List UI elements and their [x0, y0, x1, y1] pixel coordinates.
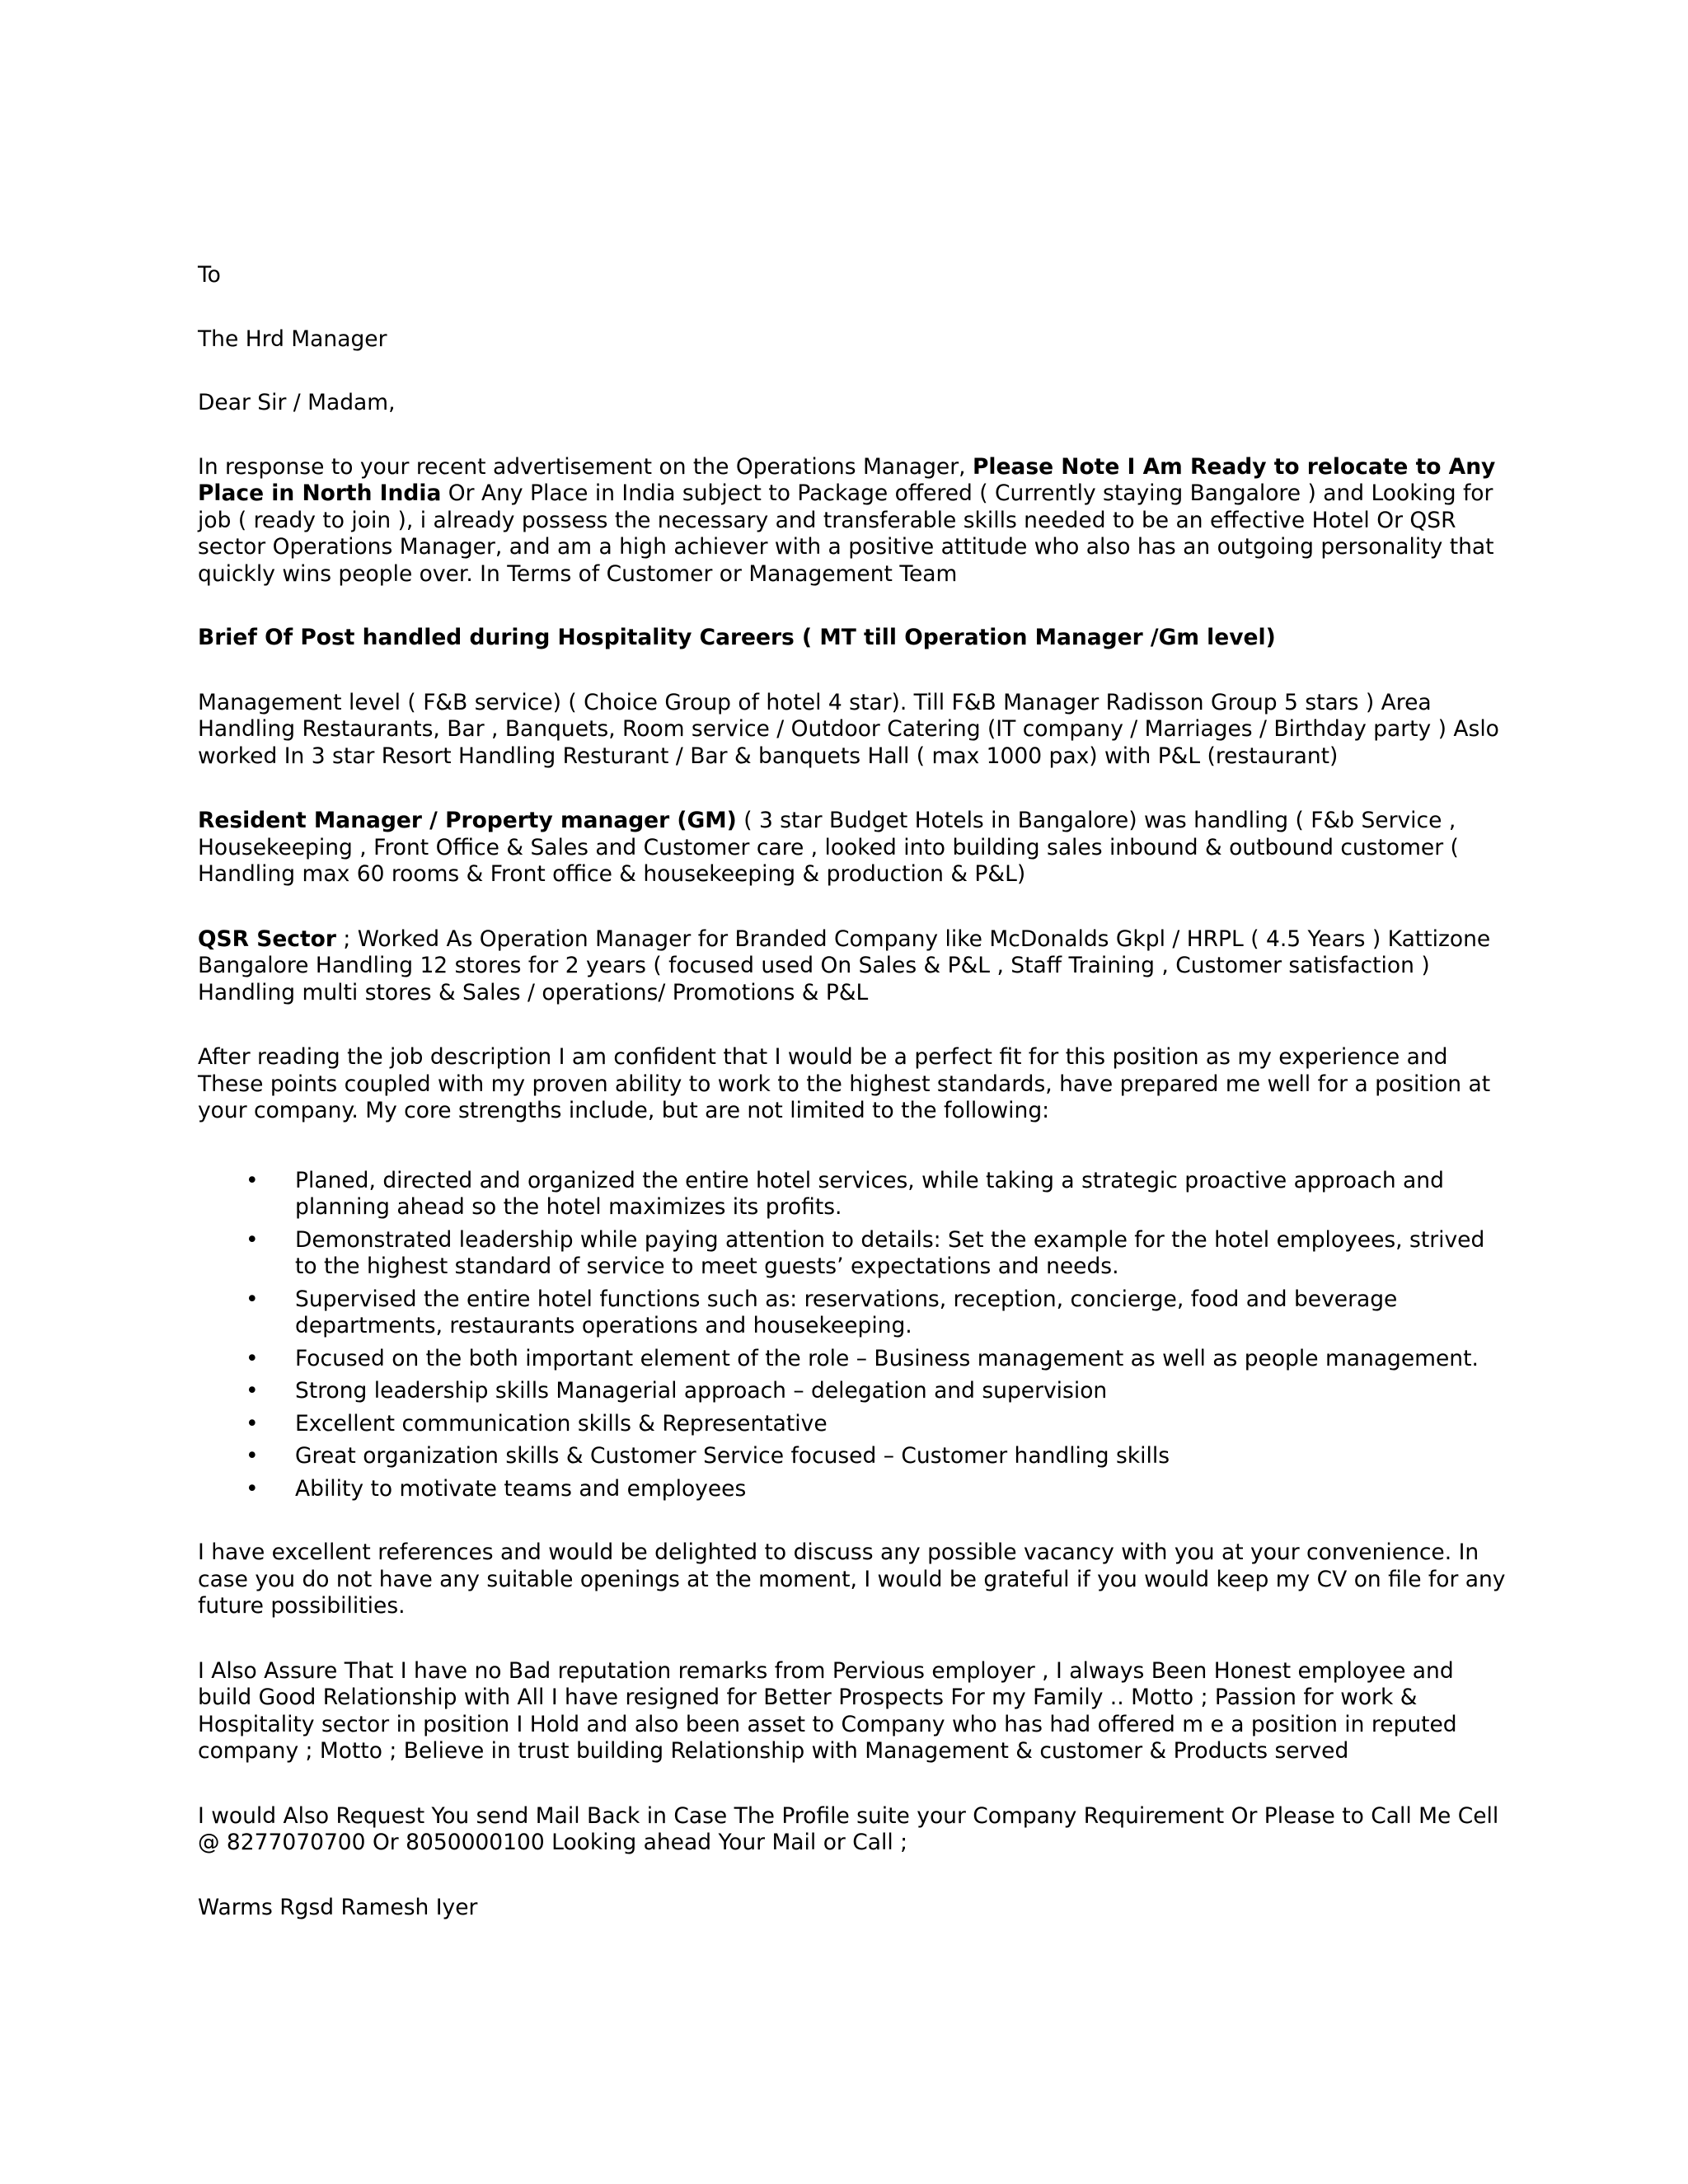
list-item-text: Demonstrated leadership while paying attention to details: Set the example for the hotel employees, strived to the highest standard of service to meet guests’ expectations and needs.	[295, 1226, 1485, 1279]
management-paragraph: Management level ( F&B service) ( Choice Group of hotel 4 star). Till F&B Manager Radisson Group 5 stars ) Area Handling Restaurants, Bar , Banquets, Room service / Outdoor Catering (IT company / Marriages / Birthday party ) Aslo worked In 3 star Resort Handling Resturant / Bar & banquets Hall ( max 1000 pax) with P&L (restaurant)	[198, 689, 1499, 769]
after-reading-paragraph: After reading the job description I am confident that I would be a perfect fit for this position as my experience and These points coupled with my proven ability to work to the highest standards, have prepared me well for a position at your company. My core strengths include, but are not limited to the following:	[198, 1044, 1491, 1123]
list-item-text: Excellent communication skills & Representative	[295, 1410, 828, 1436]
intro-paragraph	[198, 454, 1508, 588]
to-line: To	[198, 262, 221, 288]
list-item	[198, 1286, 1508, 1340]
resident-manager-paragraph	[198, 808, 1508, 888]
intro-text-2: Or Any Place in India subject to Package offered ( Currently staying Bangalore ) and Looking for job ( ready to join ), i already possess the necessary and transferable skills needed to be an effective Hotel Or QSR sector Operations Manager, and am a high achiever with a positive attitude who also has an outgoing personality that quickly wins people over. In Terms of Customer or Management Team	[198, 480, 1494, 587]
cover-letter	[198, 262, 1508, 1921]
intro-relocate-bold: Please Note I Am Ready to relocate to Any Place in North India	[198, 453, 1496, 506]
list-item-text: Supervised the entire hotel functions such as: reservations, reception, concierge, food and beverage departments, restaurants operations and housekeeping.	[295, 1286, 1398, 1338]
list-item-text: Great organization skills & Customer Service focused – Customer handling skills	[295, 1443, 1170, 1469]
bullet-icon: •	[246, 1475, 259, 1502]
strengths-list	[198, 1168, 1508, 1503]
intro-text-1: In response to your recent advertisement on the Operations Manager,	[198, 453, 973, 480]
bullet-icon: •	[246, 1410, 259, 1436]
bullet-icon: •	[246, 1345, 259, 1371]
brief-heading: Brief Of Post handled during Hospitality Careers ( MT till Operation Manager /Gm level)	[198, 625, 1276, 650]
bullet-icon: •	[246, 1378, 259, 1404]
assurance-paragraph: I Also Assure That I have no Bad reputation remarks from Pervious employer , I always Been Honest employee and build Good Relationship with All I have resigned for Better Prospects For my Family .. Motto ; Passion for work & Hospitality sector in position I Hold and also been asset to Company who has had offered m e a position in reputed company ; Motto ; Believe in trust building Relationship with Management & customer & Products served	[198, 1657, 1457, 1764]
signoff: Warms Rgsd Ramesh Iyer	[198, 1894, 478, 1920]
bullet-icon: •	[246, 1226, 259, 1253]
list-item	[198, 1168, 1508, 1221]
recipient: The Hrd Manager	[198, 326, 387, 352]
list-item	[198, 1443, 1508, 1470]
list-item	[198, 1346, 1508, 1373]
list-item-text: Strong leadership skills Managerial approach – delegation and supervision	[295, 1378, 1108, 1404]
qsr-title: QSR Sector	[198, 926, 336, 952]
references-paragraph: I have excellent references and would be delighted to discuss any possible vacancy with you at your convenience. In case you do not have any suitable openings at the moment, I would be grateful if you would keep my CV on file for any future possibilities.	[198, 1540, 1506, 1619]
salutation: Dear Sir / Madam,	[198, 390, 396, 415]
qsr-text: ; Worked As Operation Manager for Branded Company like McDonalds Gkpl / HRPL ( 4.5 Years ) Kattizone Bangalore Handling 12 stores for 2 years ( focused used On Sales & P&L , Staff Training , Customer satisfaction ) Handling multi stores & Sales / operations/ Promotions & P&L	[198, 926, 1491, 1005]
list-item	[198, 1378, 1508, 1405]
qsr-paragraph	[198, 926, 1508, 1007]
resident-manager-text: ( 3 star Budget Hotels in Bangalore) was handling ( F&b Service , Housekeeping , Front Office & Sales and Customer care , looked into building sales inbound & outbound customer ( Handling max 60 rooms & Front office & housekeeping & production & P&L)	[198, 808, 1459, 887]
bullet-icon: •	[246, 1443, 259, 1469]
bullet-icon: •	[246, 1167, 259, 1193]
request-paragraph: I would Also Request You send Mail Back in Case The Profile suite your Company Requirement Or Please to Call Me Cell @ 8277070700 Or 8050000100 Looking ahead Your Mail or Call ;	[198, 1802, 1499, 1855]
list-item-text: Planed, directed and organized the entire hotel services, while taking a strategic proactive approach and planning ahead so the hotel maximizes its profits.	[295, 1167, 1444, 1220]
list-item	[198, 1476, 1508, 1503]
list-item-text: Focused on the both important element of the role – Business management as well as people management.	[295, 1345, 1479, 1371]
list-item	[198, 1411, 1508, 1438]
list-item-text: Ability to motivate teams and employees	[295, 1475, 747, 1502]
list-item	[198, 1227, 1508, 1281]
bullet-icon: •	[246, 1286, 259, 1312]
resident-manager-title: Resident Manager / Property manager (GM)	[198, 808, 737, 833]
